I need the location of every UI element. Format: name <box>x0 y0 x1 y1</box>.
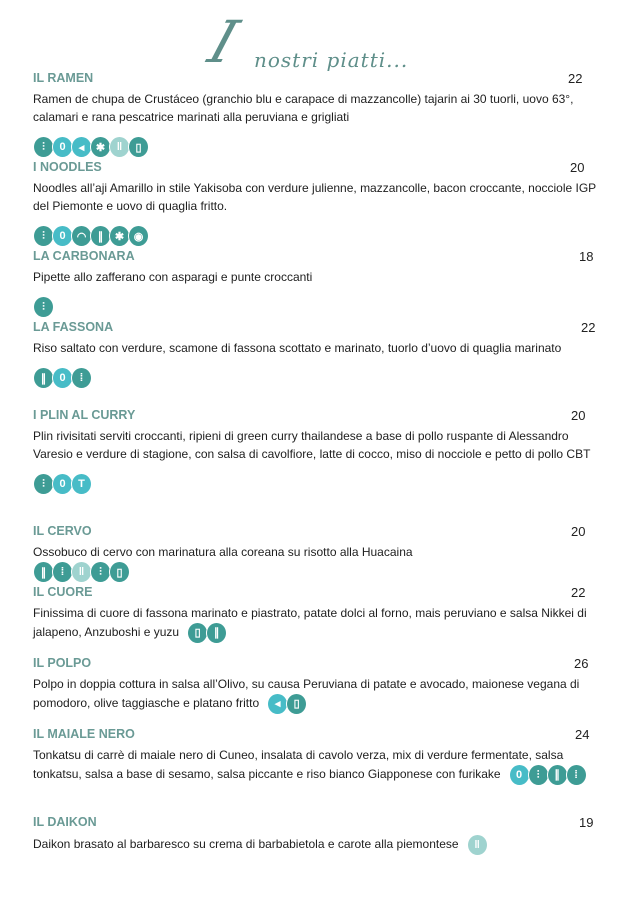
dish-description-text: Daikon brasato al barbaresco su crema di barbabietola e carote alla piemontese <box>33 837 459 852</box>
egg-allergen-icon: 0 <box>52 367 73 389</box>
dish-description <box>33 746 603 786</box>
soy-allergen-icon: ∥ <box>90 225 111 247</box>
gluten-allergen-icon: ⫶ <box>33 225 54 247</box>
milk-allergen-icon: ▯ <box>187 622 208 644</box>
dish-description <box>33 339 603 357</box>
dish-description-text: Ramen de chupa de Crustáceo (granchio blu e carapace di mazzancolle) tajarin ai 30 tuorli, uovo 63°, calamari e rana pescatrice marinati alla peruviana e grigliati <box>33 92 574 124</box>
dish-name: IL RAMEN <box>33 71 94 85</box>
dish-price: 22 <box>568 71 583 86</box>
egg-allergen-icon: 0 <box>52 136 73 158</box>
egg-allergen-icon: 0 <box>52 225 73 247</box>
dish-name: IL POLPO <box>33 656 92 670</box>
allergen-icons <box>467 834 486 856</box>
gluten-allergen-icon: ⫶ <box>528 764 549 786</box>
dish-price: 19 <box>579 815 594 830</box>
dish-price: 22 <box>571 585 586 600</box>
dish-name: IL DAIKON <box>33 815 97 829</box>
allergen-icons <box>33 561 603 583</box>
soy-allergen-icon: ∥ <box>33 561 54 583</box>
celery-allergen-icon: ǁ <box>467 834 488 856</box>
milk-allergen-icon: ▯ <box>286 693 307 715</box>
dish-price: 20 <box>571 408 586 423</box>
dish-description <box>33 834 603 856</box>
fish-allergen-icon: ◂ <box>267 693 288 715</box>
dish-price: 26 <box>574 656 589 671</box>
menu-item <box>33 727 603 786</box>
sesame-allergen-icon: ⁞ <box>71 367 92 389</box>
celery-allergen-icon: ǁ <box>71 561 92 583</box>
menu-item <box>33 656 603 715</box>
mustard-allergen-icon: T <box>71 473 92 495</box>
menu-item <box>33 815 603 856</box>
dish-price: 24 <box>575 727 590 742</box>
allergen-icons <box>187 622 225 644</box>
gluten-allergen-icon: ⫶ <box>33 296 54 318</box>
gluten-allergen-icon: ⫶ <box>90 561 111 583</box>
menu-item <box>33 408 603 495</box>
nuts-allergen-icon: ◉ <box>128 225 149 247</box>
fish-allergen-icon: ◂ <box>71 136 92 158</box>
dish-description <box>33 179 603 215</box>
dish-price: 18 <box>579 249 594 264</box>
allergen-icons <box>33 136 603 158</box>
allergen-icons <box>33 225 603 247</box>
soy-allergen-icon: ∥ <box>547 764 568 786</box>
menu-item <box>33 249 603 318</box>
dish-name: IL CUORE <box>33 585 93 599</box>
sesame-allergen-icon: ⁞ <box>566 764 587 786</box>
soy-allergen-icon: ∥ <box>33 367 54 389</box>
dish-description <box>33 543 603 561</box>
menu-item <box>33 524 603 583</box>
sesame-allergen-icon: ⁞ <box>52 561 73 583</box>
menu-item <box>33 585 603 644</box>
dish-description-text: Tonkatsu di carrè di maiale nero di Cuneo, insalata di cavolo verza, mix di verdure fermentate, salsa tonkatsu, salsa a base di sesamo, salsa piccante e riso bianco Giapponese con furikake <box>33 748 564 782</box>
dish-name: I NOODLES <box>33 160 102 174</box>
milk-allergen-icon: ▯ <box>128 136 149 158</box>
menu-item <box>33 160 603 247</box>
milk-allergen-icon: ▯ <box>109 561 130 583</box>
dish-description <box>33 90 603 126</box>
dish-price: 20 <box>571 524 586 539</box>
crustacean-allergen-icon: ✱ <box>90 136 111 158</box>
soy-allergen-icon: ∥ <box>206 622 227 644</box>
dish-description-text: Finissima di cuore di fassona marinato e piastrato, patate dolci al forno, mais peruviano e salsa Nikkei di jalapeno, Anzuboshi e yuzu <box>33 606 587 640</box>
dish-name: IL MAIALE NERO <box>33 727 135 741</box>
dish-description-text: Noodles all’aji Amarillo in stile Yakisoba con verdure julienne, mazzancolle, bacon croccante, nocciole IGP del Piemonte e uovo di quaglia fritto. <box>33 181 596 213</box>
allergen-icons <box>33 367 603 389</box>
allergen-icons <box>509 764 585 786</box>
dish-description-text: Plin rivisitati serviti croccanti, ripieni di green curry thailandese a base di pollo ruspante di Alessandro Varesio e verdure di stagione, con salsa di cavolfiore, latte di cocco, miso di nocciole e petto di pollo CBT <box>33 429 591 461</box>
dish-description-text: Pipette allo zafferano con asparagi e punte croccanti <box>33 270 313 284</box>
heading-text: nostri piatti... <box>254 48 409 72</box>
heading-initial: I <box>200 8 246 76</box>
allergen-icons <box>33 296 603 318</box>
crustacean-allergen-icon: ✱ <box>109 225 130 247</box>
allergen-icons <box>267 693 305 715</box>
mollusc-allergen-icon: ◠ <box>71 225 92 247</box>
dish-description <box>33 675 603 715</box>
dish-price: 22 <box>581 320 596 335</box>
celery-allergen-icon: ǁ <box>109 136 130 158</box>
allergen-icons <box>33 473 603 495</box>
dish-description-text: Ossobuco di cervo con marinatura alla coreana su risotto alla Huacaina <box>33 545 413 559</box>
dish-description <box>33 427 603 463</box>
dish-name: LA CARBONARA <box>33 249 135 263</box>
egg-allergen-icon: 0 <box>52 473 73 495</box>
dish-name: IL CERVO <box>33 524 92 538</box>
gluten-allergen-icon: ⫶ <box>33 136 54 158</box>
dish-description <box>33 604 603 644</box>
menu-item <box>33 71 603 158</box>
dish-description-text: Polpo in doppia cottura in salsa all’Olivo, su causa Peruviana di patate e avocado, maionese vegana di pomodoro, olive taggiasche e platano fritto <box>33 677 580 711</box>
menu-item <box>33 320 603 389</box>
dish-name: LA FASSONA <box>33 320 114 334</box>
dish-description-text: Riso saltato con verdure, scamone di fassona scottato e marinato, tuorlo d’uovo di quaglia marinato <box>33 341 562 355</box>
gluten-allergen-icon: ⫶ <box>33 473 54 495</box>
dish-price: 20 <box>570 160 585 175</box>
egg-allergen-icon: 0 <box>509 764 530 786</box>
dish-name: I PLIN AL CURRY <box>33 408 136 422</box>
dish-description <box>33 268 603 286</box>
